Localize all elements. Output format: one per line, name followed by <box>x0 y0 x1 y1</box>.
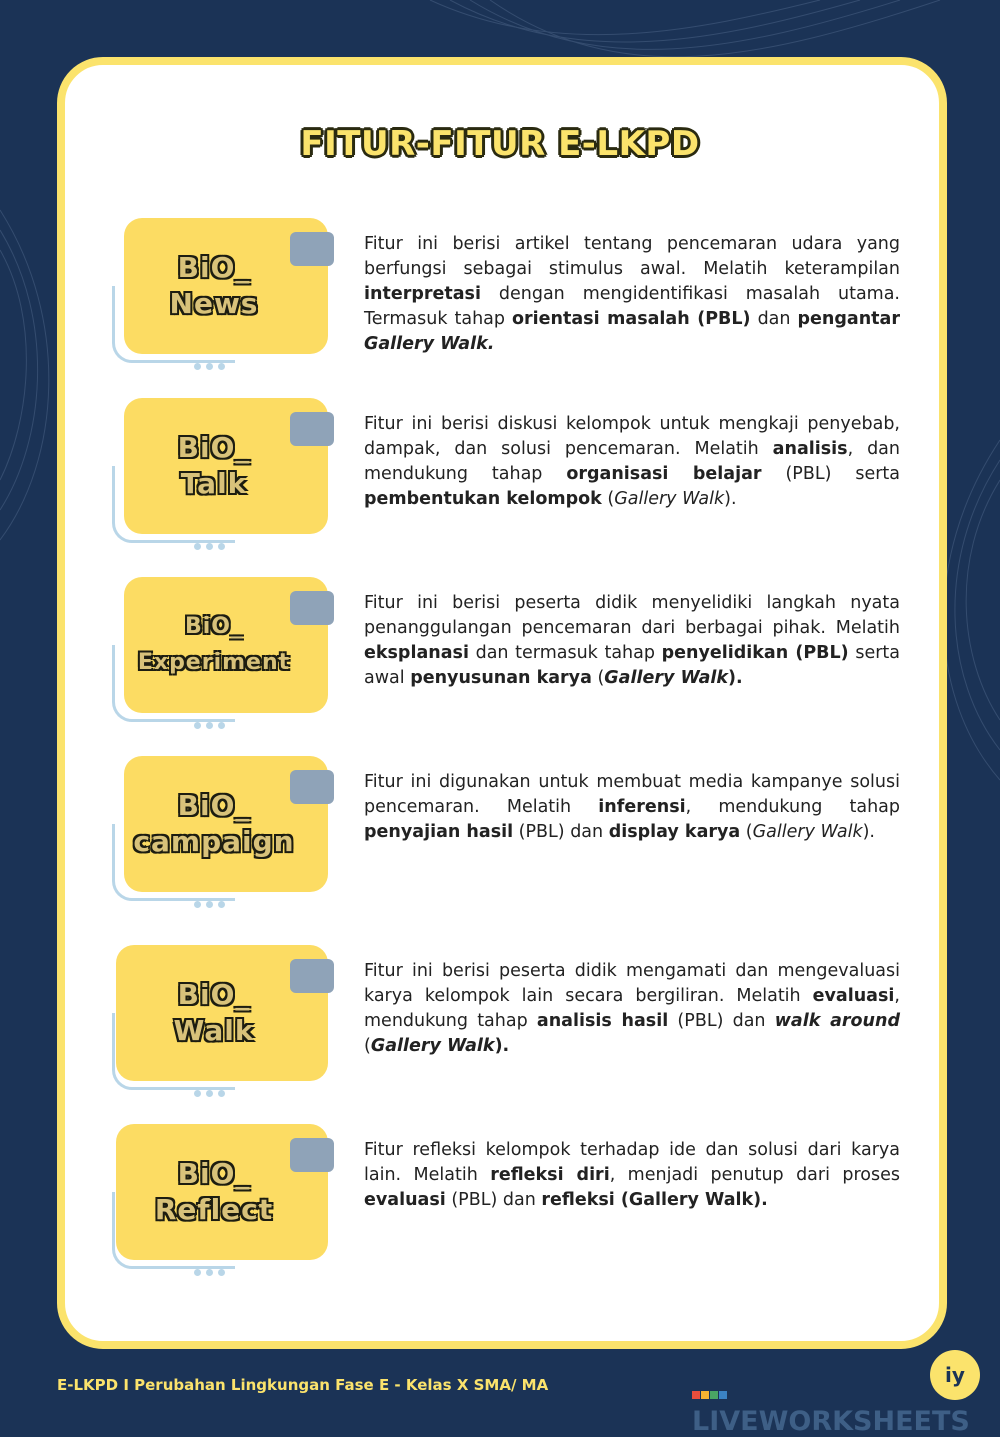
feature-label <box>124 218 304 354</box>
feature-label-line1: BiO_ <box>177 789 251 822</box>
description-segment: , mendukung tahap <box>685 797 900 817</box>
feature-label <box>124 398 304 534</box>
description-segment: evaluasi <box>812 986 895 1006</box>
description-segment: ). <box>494 1036 510 1056</box>
feature-label-line1: BiO_ <box>177 431 251 464</box>
description-segment: analisis hasil <box>536 1011 669 1031</box>
feature-description <box>364 770 900 845</box>
dots-icon <box>194 1261 230 1280</box>
description-segment: Gallery Walk <box>752 822 863 842</box>
feature-label-line1: BiO_ <box>184 614 243 639</box>
description-segment: refleksi diri <box>490 1165 610 1185</box>
description-segment: eksplanasi <box>364 643 469 663</box>
feature-row <box>0 1124 1000 1284</box>
logo-square <box>710 1391 718 1399</box>
feature-label-line2: Reflect <box>154 1193 274 1226</box>
description-segment: penyelidikan (PBL) <box>661 643 849 663</box>
logo-square <box>719 1391 727 1399</box>
description-segment: dengan mengidentifikasi masalah utama. Termasuk tahap <box>364 284 900 329</box>
feature-row <box>0 945 1000 1105</box>
description-segment: (Gallery Walk). <box>614 1190 768 1210</box>
feature-row <box>0 756 1000 916</box>
description-segment: Gallery Walk <box>370 1036 495 1056</box>
feature-label-line1: BiO_ <box>177 978 251 1011</box>
description-segment: serta awal <box>364 643 901 688</box>
description-segment: walk around <box>774 1011 900 1031</box>
description-segment: (PBL) dan <box>513 822 609 842</box>
feature-row <box>0 398 1000 558</box>
feature-label-line2: News <box>169 287 259 320</box>
dots-icon <box>194 893 230 912</box>
page-title: FITUR-FITUR E-LKPD <box>300 124 700 164</box>
feature-description <box>364 412 900 512</box>
description-segment: , mendukung tahap <box>364 986 900 1031</box>
liveworksheets-logo <box>692 1375 1000 1437</box>
feature-description <box>364 959 900 1059</box>
liveworksheets-badge: iy <box>930 1350 980 1400</box>
description-segment: , dan mendukung tahap <box>364 439 900 484</box>
description-segment: penyusunan karya <box>410 668 592 688</box>
description-segment: Fitur refleksi kelompok terhadap ide dan solusi dari karya lain. Melatih <box>364 1140 900 1185</box>
feature-label <box>124 756 304 892</box>
description-segment: Fitur ini digunakan untuk membuat media kampanye solusi pencemaran. Melatih <box>364 772 900 817</box>
description-segment: Fitur ini berisi diskusi kelompok untuk mengkaji penyebab, dampak, dan solusi pencemaran. Melatih <box>364 414 900 459</box>
description-segment: ). <box>728 668 743 688</box>
feature-description <box>364 591 900 691</box>
description-segment: analisis <box>772 439 848 459</box>
description-segment: ). <box>862 822 875 842</box>
feature-label-line2: campaign <box>133 825 295 858</box>
logo-squares <box>692 1375 728 1406</box>
description-segment: Fitur ini berisi peserta didik mengamati dan mengevaluasi karya kelompok lain secara bergiliran. Melatih <box>364 961 900 1006</box>
footer-text: E-LKPD I Perubahan Lingkungan Fase E - Kelas X SMA/ MA <box>57 1376 549 1394</box>
logo-text: LIVEWORKSHEETS <box>692 1406 970 1437</box>
feature-label-line1: BiO_ <box>177 1157 251 1190</box>
description-segment: inferensi <box>598 797 686 817</box>
feature-row <box>0 577 1000 737</box>
description-segment: ( <box>740 822 753 842</box>
description-segment: (PBL) dan <box>668 1011 775 1031</box>
description-segment: orientasi masalah (PBL) <box>512 309 751 329</box>
feature-label-line2: Talk <box>180 467 248 500</box>
feature-label <box>124 1124 304 1260</box>
feature-description <box>364 232 900 357</box>
feature-row <box>0 218 1000 378</box>
dots-icon <box>194 355 230 374</box>
description-segment: Fitur ini berisi artikel tentang pencemaran udara yang berfungsi sebagai stimulus awal. Melatih keterampilan <box>364 234 900 279</box>
description-segment: dan termasuk tahap <box>468 643 662 663</box>
dots-icon <box>194 1082 230 1101</box>
feature-label <box>124 577 304 713</box>
description-segment: ( <box>591 668 605 688</box>
dots-icon <box>194 535 230 554</box>
description-segment: dan <box>750 309 798 329</box>
description-segment: , menjadi penutup dari proses <box>609 1165 901 1185</box>
description-segment: (PBL) dan <box>445 1190 542 1210</box>
description-segment: ( <box>364 1036 371 1056</box>
logo-square <box>692 1391 700 1399</box>
description-segment: interpretasi <box>364 284 481 304</box>
feature-label <box>124 945 304 1081</box>
description-segment: Gallery Walk. <box>364 334 495 354</box>
description-segment: pengantar <box>797 309 900 329</box>
description-segment: ). <box>724 489 737 509</box>
description-segment: refleksi <box>541 1190 615 1210</box>
feature-label-line2: Experiment <box>137 650 291 675</box>
feature-label-line2: Walk <box>173 1014 255 1047</box>
description-segment: Gallery Walk <box>604 668 729 688</box>
description-segment: Gallery Walk <box>614 489 725 509</box>
logo-square <box>701 1391 709 1399</box>
feature-label-line1: BiO_ <box>177 251 251 284</box>
feature-description <box>364 1138 900 1213</box>
description-segment: evaluasi <box>364 1190 446 1210</box>
description-segment: pembentukan kelompok <box>364 489 602 509</box>
description-segment: ( <box>601 489 615 509</box>
description-segment: display karya <box>608 822 741 842</box>
description-segment: penyajian hasil <box>364 822 514 842</box>
description-segment: organisasi belajar <box>566 464 762 484</box>
dots-icon <box>194 714 230 733</box>
description-segment: (PBL) serta <box>761 464 900 484</box>
description-segment: Fitur ini berisi peserta didik menyelidiki langkah nyata penanggulangan pencemaran dari berbagai pihak. Melatih <box>364 593 900 638</box>
